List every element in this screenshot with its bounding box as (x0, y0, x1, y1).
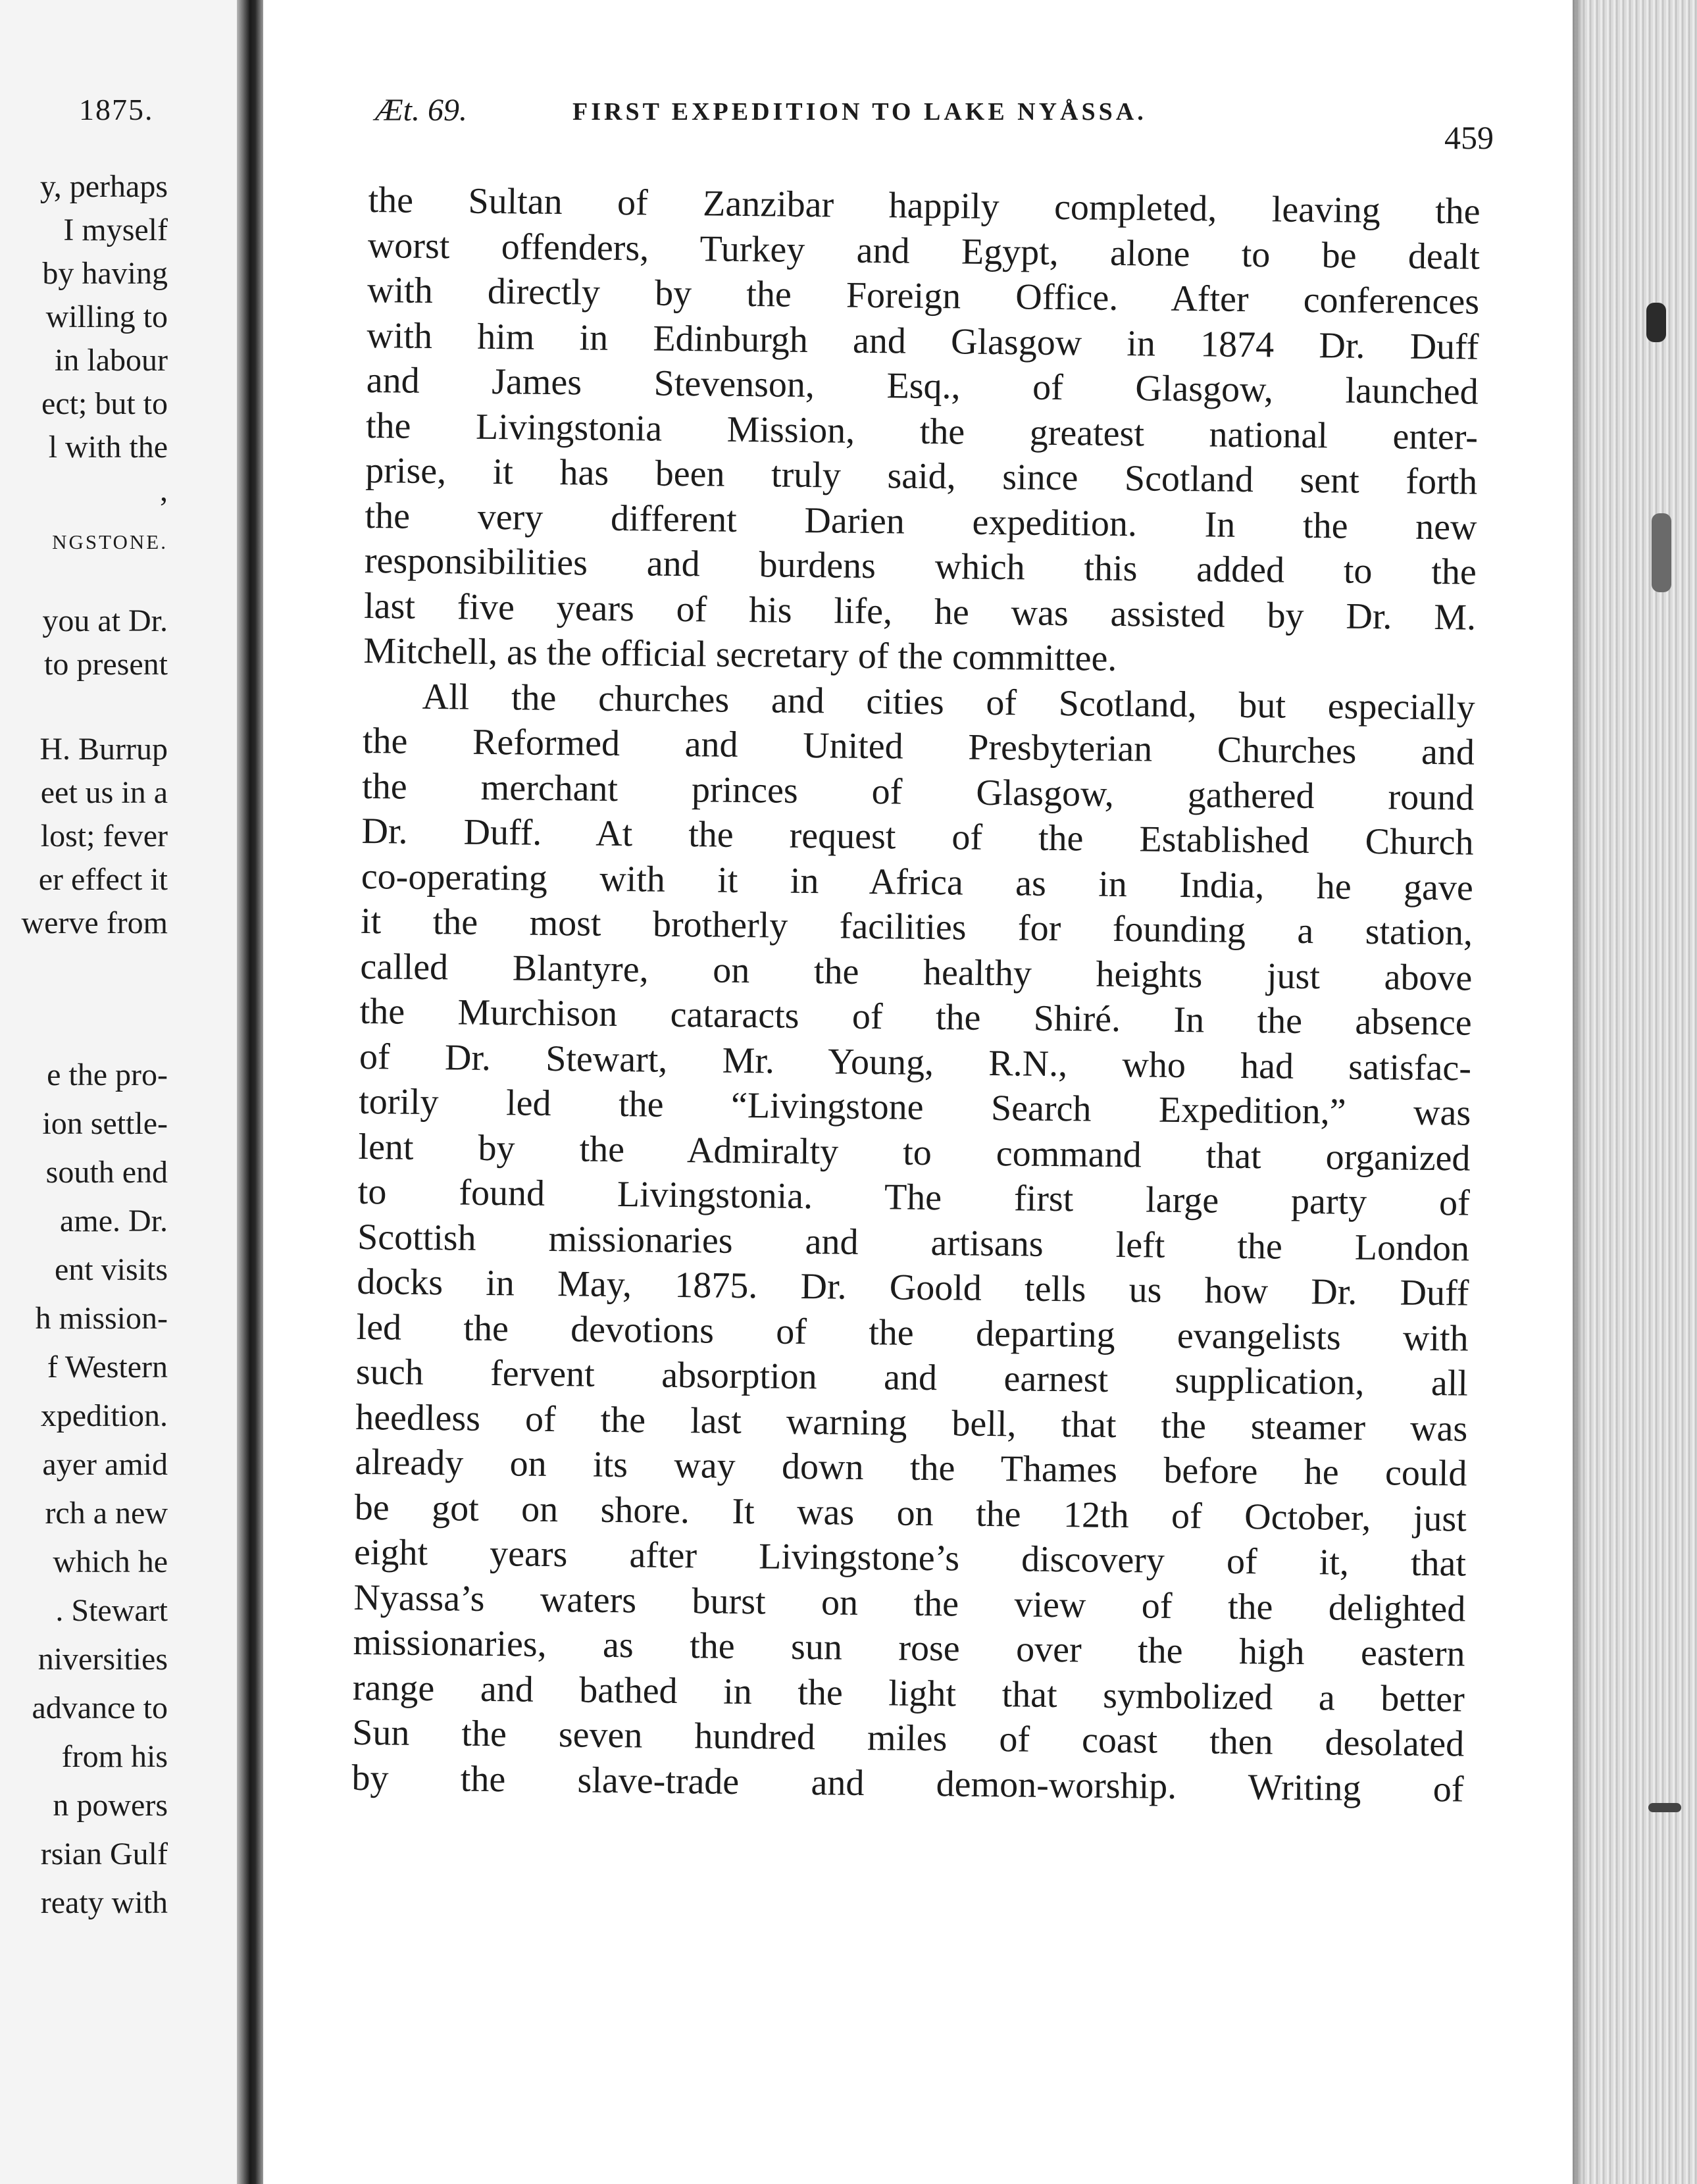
text-line: last five years of his life, he was assisted by Dr. M. (363, 585, 1477, 638)
left-page (0, 0, 237, 2184)
left-line: from his (61, 1739, 168, 1774)
text-line: prise, it has been truly said, since Scotland sent forth (365, 449, 1478, 503)
text-line: the very different Darien expedition. In the new (365, 495, 1477, 548)
left-line: willing to (45, 299, 168, 334)
edge-stain (1646, 303, 1666, 342)
page-stack-edge (1573, 0, 1697, 2184)
text-line: Scottish missionaries and artisans left the London (357, 1216, 1470, 1269)
running-head (375, 92, 1494, 156)
left-line: advance to (32, 1690, 168, 1725)
text-line: Mitchell, as the official secretary of the committee. (363, 630, 1117, 679)
left-line: rch a new (45, 1496, 168, 1531)
text-line: heedless of the last warning bell, that the steamer was (355, 1396, 1468, 1450)
text-line: with him in Edinburgh and Glasgow in 1874 Dr. Duff (367, 315, 1479, 368)
text-line: range and bathed in the light that symbolized a better (352, 1667, 1465, 1720)
text-line: responsibilities and burdens which this added to the (364, 540, 1477, 593)
left-line: er effect it (38, 862, 168, 897)
text-line: the merchant princes of Glasgow, gathered round (361, 765, 1475, 819)
left-line: ion settle- (42, 1106, 168, 1141)
text-line: torily led the “Livingstone Search Expedition,” was (358, 1080, 1471, 1134)
text-line: with directly by the Foreign Office. After conferences (367, 269, 1480, 322)
page-number: 459 (1444, 119, 1494, 156)
left-line: l with the (48, 430, 168, 465)
text-line: Sun the seven hundred miles of coast then desolated (351, 1712, 1465, 1765)
text-line: the Livingstonia Mission, the greatest national enter- (365, 405, 1479, 458)
text-line: Dr. Duff. At the request of the Established Church (361, 810, 1474, 863)
left-line: lost; fever (40, 819, 168, 853)
left-line: H. Burrup (39, 732, 168, 767)
left-line: , (160, 473, 168, 508)
text-line: co-operating with it in Africa as in India, he gave (361, 855, 1474, 909)
text-line: docks in May, 1875. Dr. Goold tells us how Dr. Duff (357, 1261, 1469, 1314)
left-line: reaty with (40, 1885, 168, 1920)
left-line: to present (44, 647, 168, 682)
left-line: eet us in a (40, 775, 168, 810)
text-line: lent by the Admiralty to command that organized (358, 1126, 1471, 1179)
book-gutter (237, 0, 263, 2184)
left-line: which he (53, 1544, 168, 1579)
text-line: of Dr. Stewart, Mr. Young, R.N., who had satisfac- (359, 1036, 1472, 1089)
text-line: to found Livingstonia. The first large party of (357, 1171, 1471, 1224)
left-line: h mission- (35, 1301, 168, 1336)
left-line: ame. Dr. (60, 1204, 168, 1238)
left-line: . Stewart (55, 1593, 168, 1628)
left-line: in labour (55, 343, 168, 378)
left-line: ent visits (54, 1252, 168, 1287)
text-line: worst offenders, Turkey and Egypt, alone to be dealt (367, 224, 1481, 278)
left-line: n powers (53, 1788, 168, 1823)
running-head-age: Æt. 69. (375, 93, 468, 128)
text-line: led the devotions of the departing evangelists with (356, 1306, 1469, 1359)
text-line: by the slave-trade and demon-worship. Writing of (351, 1757, 1464, 1810)
text-line: such fervent absorption and earnest supplication, all (355, 1351, 1469, 1404)
text-line: the Reformed and United Presbyterian Churches and (362, 720, 1475, 773)
text-line: called Blantyre, on the healthy heights just above (360, 946, 1473, 999)
text-line: it the most brotherly facilities for founding a station, (360, 900, 1473, 953)
left-line: by having (42, 256, 168, 291)
left-line: y, perhaps (39, 169, 168, 204)
text-line: Nyassa’s waters burst on the view of the delighted (353, 1577, 1466, 1630)
left-line: NGSTONE. (52, 530, 168, 553)
edge-stain (1652, 513, 1671, 592)
left-line: you at Dr. (42, 603, 168, 638)
text-line: the Sultan of Zanzibar happily completed, leaving the (368, 179, 1481, 232)
left-line: e the pro- (47, 1057, 168, 1092)
body-text (351, 178, 1481, 1812)
left-line: werve from (21, 905, 168, 940)
left-line: ayer amid (42, 1447, 168, 1482)
left-line: south end (45, 1155, 168, 1190)
text-line: eight years after Livingstone’s discovery of it, that (353, 1531, 1467, 1585)
left-page-year: 1875. (79, 93, 154, 126)
text-line: missionaries, as the sun rose over the high eastern (353, 1621, 1465, 1675)
text-line: already on its way down the Thames before he could (355, 1441, 1467, 1494)
left-line: ect; but to (41, 386, 168, 421)
running-head-title: FIRST EXPEDITION TO LAKE NYÅSSA. (572, 98, 1147, 126)
text-line: the Murchison cataracts of the Shiré. In the absence (359, 990, 1472, 1044)
text-line: All the churches and cities of Scotland, but especially (422, 676, 1475, 728)
edge-stain (1648, 1803, 1681, 1812)
left-line: I myself (63, 213, 168, 247)
right-page (263, 0, 1573, 2184)
left-line: f Western (47, 1350, 168, 1384)
left-line: niversities (38, 1642, 168, 1677)
text-line: be got on shore. It was on the 12th of October, just (354, 1486, 1467, 1540)
page-edge-shadow (1573, 0, 1584, 2184)
left-line: rsian Gulf (40, 1837, 168, 1871)
left-line: xpedition. (40, 1398, 168, 1433)
text-line: and James Stevenson, Esq., of Glasgow, launched (366, 359, 1479, 413)
